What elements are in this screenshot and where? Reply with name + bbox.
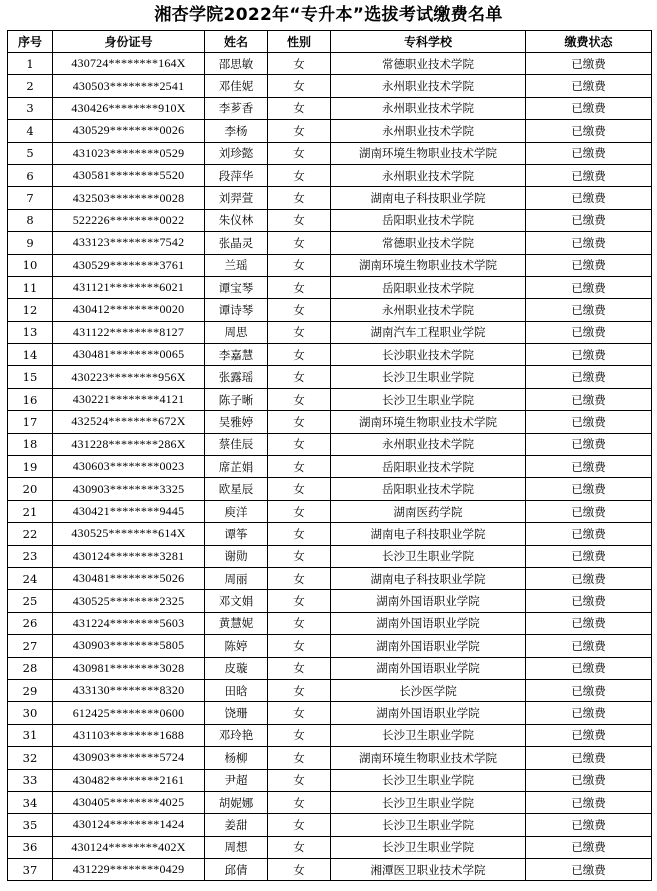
table-row bbox=[8, 500, 652, 522]
cell-payment-status: 已缴费 bbox=[526, 232, 652, 254]
cell-payment-status: 已缴费 bbox=[526, 791, 652, 813]
cell-gender: 女 bbox=[268, 366, 331, 388]
cell-school: 长沙卫生职业学院 bbox=[331, 366, 526, 388]
cell-id-number: 430581********5520 bbox=[53, 164, 205, 186]
cell-payment-status: 已缴费 bbox=[526, 321, 652, 343]
header-id-number: 身份证号 bbox=[53, 31, 205, 53]
header-gender: 性别 bbox=[268, 31, 331, 53]
cell-index: 7 bbox=[8, 187, 53, 209]
cell-id-number: 430903********5805 bbox=[53, 635, 205, 657]
cell-payment-status: 已缴费 bbox=[526, 388, 652, 410]
cell-school: 湖南环境生物职业技术学院 bbox=[331, 142, 526, 164]
cell-id-number: 612425********0600 bbox=[53, 702, 205, 724]
cell-name: 邱倩 bbox=[205, 859, 268, 881]
cell-payment-status: 已缴费 bbox=[526, 747, 652, 769]
table-row bbox=[8, 724, 652, 746]
table-row bbox=[8, 209, 652, 231]
cell-payment-status: 已缴费 bbox=[526, 53, 652, 75]
cell-payment-status: 已缴费 bbox=[526, 187, 652, 209]
cell-school: 湖南医药学院 bbox=[331, 500, 526, 522]
cell-id-number: 431229********0429 bbox=[53, 859, 205, 881]
cell-index: 4 bbox=[8, 120, 53, 142]
cell-school: 岳阳职业技术学院 bbox=[331, 209, 526, 231]
cell-index: 29 bbox=[8, 679, 53, 701]
cell-gender: 女 bbox=[268, 635, 331, 657]
cell-id-number: 430525********614X bbox=[53, 523, 205, 545]
cell-name: 张露瑶 bbox=[205, 366, 268, 388]
cell-name: 庾洋 bbox=[205, 500, 268, 522]
cell-name: 席芷娟 bbox=[205, 456, 268, 478]
cell-index: 15 bbox=[8, 366, 53, 388]
payment-list-table bbox=[7, 30, 652, 881]
header-index: 序号 bbox=[8, 31, 53, 53]
cell-name: 田晗 bbox=[205, 679, 268, 701]
cell-name: 陈子晰 bbox=[205, 388, 268, 410]
cell-id-number: 433130********8320 bbox=[53, 679, 205, 701]
cell-payment-status: 已缴费 bbox=[526, 859, 652, 881]
cell-gender: 女 bbox=[268, 500, 331, 522]
cell-gender: 女 bbox=[268, 97, 331, 119]
cell-name: 张晶灵 bbox=[205, 232, 268, 254]
cell-payment-status: 已缴费 bbox=[526, 545, 652, 567]
table-row bbox=[8, 814, 652, 836]
cell-gender: 女 bbox=[268, 679, 331, 701]
cell-school: 长沙卫生职业学院 bbox=[331, 791, 526, 813]
table-row bbox=[8, 702, 652, 724]
cell-index: 23 bbox=[8, 545, 53, 567]
cell-gender: 女 bbox=[268, 836, 331, 858]
cell-payment-status: 已缴费 bbox=[526, 814, 652, 836]
cell-gender: 女 bbox=[268, 590, 331, 612]
cell-id-number: 431023********0529 bbox=[53, 142, 205, 164]
cell-index: 18 bbox=[8, 433, 53, 455]
cell-school: 长沙卫生职业学院 bbox=[331, 724, 526, 746]
cell-id-number: 431228********286X bbox=[53, 433, 205, 455]
cell-school: 长沙卫生职业学院 bbox=[331, 814, 526, 836]
cell-index: 11 bbox=[8, 276, 53, 298]
cell-index: 13 bbox=[8, 321, 53, 343]
cell-name: 朱仪林 bbox=[205, 209, 268, 231]
table-row bbox=[8, 232, 652, 254]
cell-index: 32 bbox=[8, 747, 53, 769]
cell-index: 6 bbox=[8, 164, 53, 186]
cell-id-number: 522226********0022 bbox=[53, 209, 205, 231]
cell-name: 刘珍懿 bbox=[205, 142, 268, 164]
cell-payment-status: 已缴费 bbox=[526, 120, 652, 142]
table-row bbox=[8, 567, 652, 589]
cell-school: 永州职业技术学院 bbox=[331, 299, 526, 321]
cell-id-number: 430903********3325 bbox=[53, 478, 205, 500]
cell-payment-status: 已缴费 bbox=[526, 679, 652, 701]
cell-name: 谭宝琴 bbox=[205, 276, 268, 298]
cell-id-number: 430421********9445 bbox=[53, 500, 205, 522]
cell-payment-status: 已缴费 bbox=[526, 769, 652, 791]
table-row bbox=[8, 97, 652, 119]
table-row bbox=[8, 791, 652, 813]
cell-name: 谭筝 bbox=[205, 523, 268, 545]
table-row bbox=[8, 859, 652, 881]
cell-payment-status: 已缴费 bbox=[526, 590, 652, 612]
cell-index: 20 bbox=[8, 478, 53, 500]
cell-name: 兰瑶 bbox=[205, 254, 268, 276]
cell-name: 周想 bbox=[205, 836, 268, 858]
table-row bbox=[8, 187, 652, 209]
cell-school: 湖南电子科技职业学院 bbox=[331, 523, 526, 545]
cell-id-number: 430481********0065 bbox=[53, 344, 205, 366]
cell-payment-status: 已缴费 bbox=[526, 75, 652, 97]
cell-index: 22 bbox=[8, 523, 53, 545]
cell-id-number: 430525********2325 bbox=[53, 590, 205, 612]
cell-payment-status: 已缴费 bbox=[526, 523, 652, 545]
cell-id-number: 430529********0026 bbox=[53, 120, 205, 142]
cell-name: 邓玲艳 bbox=[205, 724, 268, 746]
table-row bbox=[8, 657, 652, 679]
cell-payment-status: 已缴费 bbox=[526, 612, 652, 634]
cell-id-number: 431224********5603 bbox=[53, 612, 205, 634]
cell-index: 36 bbox=[8, 836, 53, 858]
cell-payment-status: 已缴费 bbox=[526, 209, 652, 231]
cell-gender: 女 bbox=[268, 612, 331, 634]
cell-index: 24 bbox=[8, 567, 53, 589]
table-row bbox=[8, 366, 652, 388]
cell-gender: 女 bbox=[268, 657, 331, 679]
cell-gender: 女 bbox=[268, 344, 331, 366]
table-row bbox=[8, 388, 652, 410]
cell-id-number: 430529********3761 bbox=[53, 254, 205, 276]
table-row bbox=[8, 590, 652, 612]
cell-name: 欧星辰 bbox=[205, 478, 268, 500]
cell-id-number: 430124********402X bbox=[53, 836, 205, 858]
cell-school: 湖南环境生物职业技术学院 bbox=[331, 254, 526, 276]
cell-gender: 女 bbox=[268, 478, 331, 500]
cell-id-number: 430481********5026 bbox=[53, 567, 205, 589]
cell-id-number: 430724********164X bbox=[53, 53, 205, 75]
cell-index: 8 bbox=[8, 209, 53, 231]
cell-gender: 女 bbox=[268, 120, 331, 142]
cell-payment-status: 已缴费 bbox=[526, 164, 652, 186]
cell-payment-status: 已缴费 bbox=[526, 366, 652, 388]
cell-payment-status: 已缴费 bbox=[526, 657, 652, 679]
cell-school: 长沙卫生职业学院 bbox=[331, 836, 526, 858]
cell-school: 长沙医学院 bbox=[331, 679, 526, 701]
cell-school: 岳阳职业技术学院 bbox=[331, 456, 526, 478]
cell-index: 33 bbox=[8, 769, 53, 791]
table-row bbox=[8, 478, 652, 500]
cell-school: 湖南外国语职业学院 bbox=[331, 635, 526, 657]
table-row bbox=[8, 747, 652, 769]
table-row bbox=[8, 75, 652, 97]
cell-payment-status: 已缴费 bbox=[526, 836, 652, 858]
table-row bbox=[8, 523, 652, 545]
cell-school: 湘潭医卫职业技术学院 bbox=[331, 859, 526, 881]
cell-payment-status: 已缴费 bbox=[526, 433, 652, 455]
table-row bbox=[8, 53, 652, 75]
cell-gender: 女 bbox=[268, 456, 331, 478]
cell-payment-status: 已缴费 bbox=[526, 635, 652, 657]
cell-school: 岳阳职业技术学院 bbox=[331, 478, 526, 500]
cell-name: 谢勋 bbox=[205, 545, 268, 567]
cell-index: 37 bbox=[8, 859, 53, 881]
cell-school: 湖南外国语职业学院 bbox=[331, 590, 526, 612]
table-row bbox=[8, 164, 652, 186]
cell-index: 5 bbox=[8, 142, 53, 164]
cell-index: 26 bbox=[8, 612, 53, 634]
cell-payment-status: 已缴费 bbox=[526, 254, 652, 276]
cell-gender: 女 bbox=[268, 299, 331, 321]
header-name: 姓名 bbox=[205, 31, 268, 53]
cell-index: 17 bbox=[8, 411, 53, 433]
cell-id-number: 430405********4025 bbox=[53, 791, 205, 813]
cell-school: 长沙卫生职业学院 bbox=[331, 769, 526, 791]
cell-school: 永州职业技术学院 bbox=[331, 164, 526, 186]
cell-name: 李芗香 bbox=[205, 97, 268, 119]
cell-gender: 女 bbox=[268, 859, 331, 881]
cell-gender: 女 bbox=[268, 814, 331, 836]
cell-payment-status: 已缴费 bbox=[526, 702, 652, 724]
table-row bbox=[8, 545, 652, 567]
cell-name: 皮璇 bbox=[205, 657, 268, 679]
cell-index: 9 bbox=[8, 232, 53, 254]
cell-index: 16 bbox=[8, 388, 53, 410]
table-row bbox=[8, 769, 652, 791]
cell-gender: 女 bbox=[268, 702, 331, 724]
cell-id-number: 433123********7542 bbox=[53, 232, 205, 254]
cell-name: 谭诗琴 bbox=[205, 299, 268, 321]
cell-school: 永州职业技术学院 bbox=[331, 433, 526, 455]
cell-gender: 女 bbox=[268, 276, 331, 298]
cell-id-number: 430221********4121 bbox=[53, 388, 205, 410]
cell-school: 湖南环境生物职业技术学院 bbox=[331, 411, 526, 433]
cell-id-number: 430981********3028 bbox=[53, 657, 205, 679]
cell-name: 尹超 bbox=[205, 769, 268, 791]
cell-school: 湖南电子科技职业学院 bbox=[331, 187, 526, 209]
cell-school: 永州职业技术学院 bbox=[331, 120, 526, 142]
cell-id-number: 430482********2161 bbox=[53, 769, 205, 791]
cell-id-number: 431103********1688 bbox=[53, 724, 205, 746]
cell-name: 段萍华 bbox=[205, 164, 268, 186]
table-row bbox=[8, 142, 652, 164]
cell-gender: 女 bbox=[268, 187, 331, 209]
cell-payment-status: 已缴费 bbox=[526, 724, 652, 746]
cell-index: 27 bbox=[8, 635, 53, 657]
table-row bbox=[8, 120, 652, 142]
cell-gender: 女 bbox=[268, 75, 331, 97]
table-row bbox=[8, 254, 652, 276]
cell-name: 黄慧妮 bbox=[205, 612, 268, 634]
cell-school: 永州职业技术学院 bbox=[331, 97, 526, 119]
cell-payment-status: 已缴费 bbox=[526, 456, 652, 478]
table-row bbox=[8, 456, 652, 478]
cell-index: 1 bbox=[8, 53, 53, 75]
table-row bbox=[8, 299, 652, 321]
cell-gender: 女 bbox=[268, 769, 331, 791]
cell-index: 19 bbox=[8, 456, 53, 478]
cell-payment-status: 已缴费 bbox=[526, 344, 652, 366]
cell-payment-status: 已缴费 bbox=[526, 478, 652, 500]
cell-name: 刘羿萱 bbox=[205, 187, 268, 209]
cell-index: 25 bbox=[8, 590, 53, 612]
cell-school: 湖南环境生物职业技术学院 bbox=[331, 747, 526, 769]
cell-id-number: 430223********956X bbox=[53, 366, 205, 388]
cell-gender: 女 bbox=[268, 254, 331, 276]
cell-payment-status: 已缴费 bbox=[526, 276, 652, 298]
cell-payment-status: 已缴费 bbox=[526, 567, 652, 589]
cell-gender: 女 bbox=[268, 791, 331, 813]
cell-school: 湖南电子科技职业学院 bbox=[331, 567, 526, 589]
header-school: 专科学校 bbox=[331, 31, 526, 53]
cell-name: 周丽 bbox=[205, 567, 268, 589]
table-row bbox=[8, 321, 652, 343]
table-header-row bbox=[8, 31, 652, 53]
cell-name: 姜甜 bbox=[205, 814, 268, 836]
cell-gender: 女 bbox=[268, 388, 331, 410]
cell-gender: 女 bbox=[268, 747, 331, 769]
cell-school: 长沙职业技术学院 bbox=[331, 344, 526, 366]
cell-gender: 女 bbox=[268, 523, 331, 545]
page-title: 湘杏学院2022年“专升本”选拔考试缴费名单 bbox=[154, 5, 503, 25]
cell-payment-status: 已缴费 bbox=[526, 411, 652, 433]
cell-index: 35 bbox=[8, 814, 53, 836]
cell-name: 邓文娟 bbox=[205, 590, 268, 612]
cell-name: 吴雅婷 bbox=[205, 411, 268, 433]
table-row bbox=[8, 612, 652, 634]
cell-id-number: 430903********5724 bbox=[53, 747, 205, 769]
cell-name: 周思 bbox=[205, 321, 268, 343]
table-row bbox=[8, 276, 652, 298]
table-row bbox=[8, 679, 652, 701]
cell-gender: 女 bbox=[268, 433, 331, 455]
cell-index: 2 bbox=[8, 75, 53, 97]
cell-payment-status: 已缴费 bbox=[526, 97, 652, 119]
cell-name: 饶珊 bbox=[205, 702, 268, 724]
cell-name: 胡妮娜 bbox=[205, 791, 268, 813]
cell-index: 3 bbox=[8, 97, 53, 119]
header-payment-status: 缴费状态 bbox=[526, 31, 652, 53]
cell-name: 李嘉慧 bbox=[205, 344, 268, 366]
cell-payment-status: 已缴费 bbox=[526, 299, 652, 321]
cell-index: 31 bbox=[8, 724, 53, 746]
cell-index: 12 bbox=[8, 299, 53, 321]
table-row bbox=[8, 344, 652, 366]
cell-id-number: 430426********910X bbox=[53, 97, 205, 119]
cell-gender: 女 bbox=[268, 724, 331, 746]
cell-payment-status: 已缴费 bbox=[526, 500, 652, 522]
cell-school: 常德职业技术学院 bbox=[331, 232, 526, 254]
cell-school: 永州职业技术学院 bbox=[331, 75, 526, 97]
cell-id-number: 430124********3281 bbox=[53, 545, 205, 567]
cell-id-number: 432503********0028 bbox=[53, 187, 205, 209]
cell-name: 杨柳 bbox=[205, 747, 268, 769]
cell-id-number: 431121********6021 bbox=[53, 276, 205, 298]
cell-name: 蔡佳辰 bbox=[205, 433, 268, 455]
cell-school: 岳阳职业技术学院 bbox=[331, 276, 526, 298]
table-row bbox=[8, 836, 652, 858]
cell-gender: 女 bbox=[268, 321, 331, 343]
cell-id-number: 430412********0020 bbox=[53, 299, 205, 321]
table-row bbox=[8, 411, 652, 433]
cell-id-number: 431122********8127 bbox=[53, 321, 205, 343]
cell-name: 邵思敏 bbox=[205, 53, 268, 75]
cell-school: 湖南汽车工程职业学院 bbox=[331, 321, 526, 343]
cell-gender: 女 bbox=[268, 209, 331, 231]
cell-school: 长沙卫生职业学院 bbox=[331, 545, 526, 567]
cell-gender: 女 bbox=[268, 411, 331, 433]
cell-id-number: 430603********0023 bbox=[53, 456, 205, 478]
cell-school: 长沙卫生职业学院 bbox=[331, 388, 526, 410]
cell-payment-status: 已缴费 bbox=[526, 142, 652, 164]
cell-gender: 女 bbox=[268, 164, 331, 186]
cell-id-number: 430503********2541 bbox=[53, 75, 205, 97]
cell-index: 10 bbox=[8, 254, 53, 276]
cell-school: 湖南外国语职业学院 bbox=[331, 612, 526, 634]
cell-id-number: 432524********672X bbox=[53, 411, 205, 433]
table-row bbox=[8, 433, 652, 455]
cell-index: 34 bbox=[8, 791, 53, 813]
cell-gender: 女 bbox=[268, 567, 331, 589]
table-row bbox=[8, 635, 652, 657]
cell-school: 常德职业技术学院 bbox=[331, 53, 526, 75]
cell-gender: 女 bbox=[268, 545, 331, 567]
cell-id-number: 430124********1424 bbox=[53, 814, 205, 836]
cell-name: 陈婷 bbox=[205, 635, 268, 657]
cell-school: 湖南外国语职业学院 bbox=[331, 702, 526, 724]
cell-gender: 女 bbox=[268, 53, 331, 75]
cell-index: 14 bbox=[8, 344, 53, 366]
cell-index: 21 bbox=[8, 500, 53, 522]
cell-index: 30 bbox=[8, 702, 53, 724]
cell-index: 28 bbox=[8, 657, 53, 679]
cell-name: 邓佳妮 bbox=[205, 75, 268, 97]
cell-gender: 女 bbox=[268, 232, 331, 254]
cell-school: 湖南外国语职业学院 bbox=[331, 657, 526, 679]
cell-gender: 女 bbox=[268, 142, 331, 164]
cell-name: 李杨 bbox=[205, 120, 268, 142]
